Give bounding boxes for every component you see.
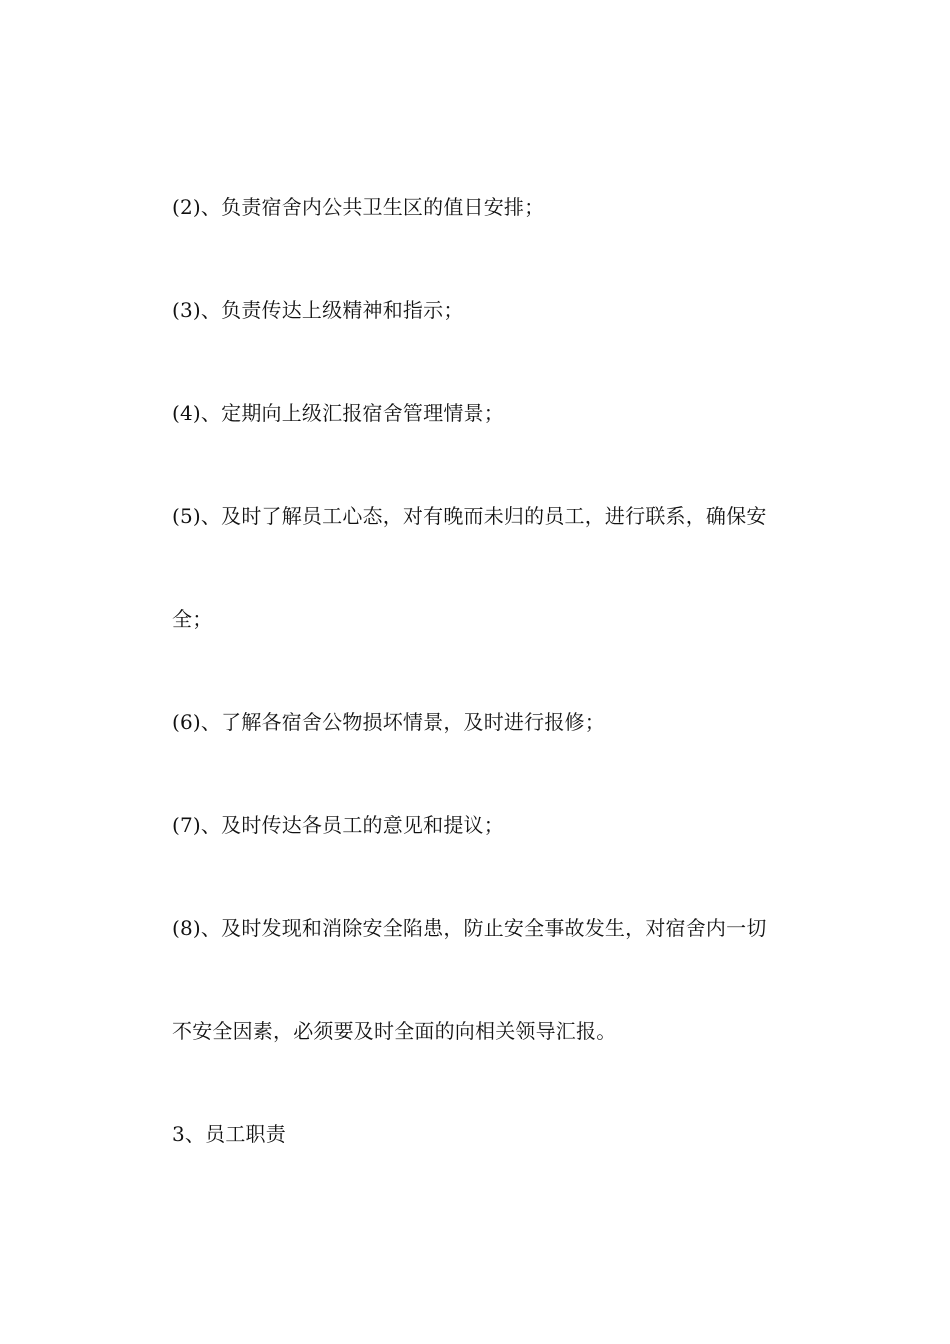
paragraph-item-4: (4)、定期向上级汇报宿舍管理情景； xyxy=(172,401,504,425)
paragraph-item-2: (2)、负责宿舍内公共卫生区的值日安排； xyxy=(172,195,545,219)
paragraph-item-8: (8)、及时发现和消除安全陷患，防止安全事故发生，对宿舍内一切 xyxy=(172,916,767,940)
paragraph-item-5-continued: 全； xyxy=(172,607,213,631)
paragraph-item-6: (6)、了解各宿舍公物损坏情景，及时进行报修； xyxy=(172,710,605,734)
paragraph-item-5: (5)、及时了解员工心态，对有晚而未归的员工，进行联系，确保安 xyxy=(172,504,767,528)
paragraph-item-7: (7)、及时传达各员工的意见和提议； xyxy=(172,813,504,837)
paragraph-item-8-continued: 不安全因素，必须要及时全面的向相关领导汇报。 xyxy=(172,1019,617,1043)
section-heading: 3、员工职责 xyxy=(172,1122,286,1146)
paragraph-item-3: (3)、负责传达上级精神和指示； xyxy=(172,298,464,322)
